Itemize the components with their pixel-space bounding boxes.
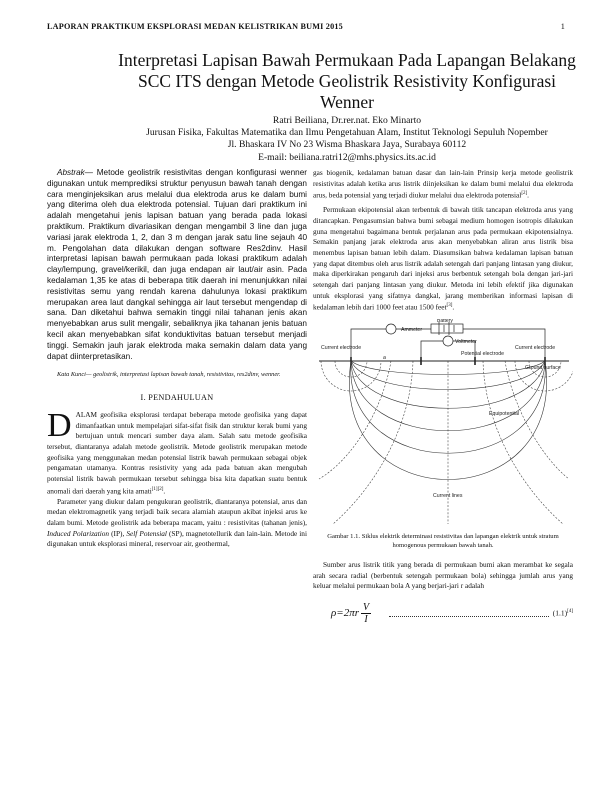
equation-1-1 — [313, 598, 573, 628]
page-number: 1 — [560, 22, 565, 31]
right-column — [313, 168, 573, 628]
intro-p2-start: Parameter yang diukur dalam pengukuran geolistrik, diantaranya potensial, arus dan medan elektromagnetik yang terjadi baik secara alamiah ataupun akibat injeksi arus ke dalam bumi. Metode geolistrik ada beberapa macam, yaitu : resistivitas (tahanan jenis), — [47, 496, 307, 527]
author-block — [112, 115, 582, 164]
keywords-label: Kata Kunci — [57, 371, 86, 379]
equation-denominator: I — [364, 613, 368, 625]
keywords-text: geolistrik, interpretasi lapisan bawah tanah, resistivitas, res2dinv, wenner. — [93, 371, 281, 379]
right-p1-text: gas biogenik, kedalaman batuan dasar dan lain-lain Prinsip kerja metode geolistrik resistivitas adalah ketika arus listrik diinjeksikan ke dalam bumi melalui dua elektroda arus, beda potensial yang terjadi diukur melalui dua elektroda potensial — [313, 168, 573, 200]
section-heading: I. PENDAHULUAN — [140, 393, 214, 403]
citation: [2] — [521, 191, 528, 197]
citation: [3] — [446, 303, 453, 309]
abstract-label: Abstrak — [57, 168, 85, 177]
right-paragraph-2 — [313, 205, 573, 313]
email: E-mail: beiliana.ratri12@mhs.physics.its.ac.id — [258, 151, 436, 163]
current-lines-label: Current lines — [433, 493, 463, 500]
figure-caption: Gambar 1.1. Siklus elektrik determinasi resistivitas dan lapangan elektrik untuk stratum homogenous permukaan bawah tanah. — [327, 533, 559, 550]
ammeter-label: Ammeter — [401, 327, 423, 334]
keywords — [47, 370, 307, 379]
drop-cap: D — [47, 407, 72, 444]
intro-p1-text: ALAM geofisika eksplorasi terdapat beberapa metode geofisika yang dapat dimanfaatkan untuk mempelajari sifat-sifat fisik dan struktur kerak bumi yang bertujuan untuk mencari sumber daya alam. Salah satu metode geofisika tersebut, diantaranya adalah metode geolistrik. Metode geolistrik merupakan metode geofisika yang menggunakan medan potensial listrik bawah permukaan sebagai objek pengamatan utamanya. Kontras resistivity yang ada pada batuan akan mengubah potensial listrik bawah permukaan tersebut sehingga bisa kita dapatkan suatu bentuk anomali dari daerah yang kita amati — [47, 410, 307, 496]
equation-fraction — [361, 602, 371, 625]
equation-formula — [331, 602, 371, 625]
equation-numerator: V — [363, 601, 370, 613]
resistivity-figure — [313, 319, 573, 524]
intro-paragraph-1 — [47, 407, 307, 497]
paper-title: Interpretasi Lapisan Bawah Permukaan Pada Lapangan Belakang SCC ITS dengan Metode Geolistrik Resistivity Konfigurasi Wenner — [118, 50, 576, 112]
ground-surface-label: Ground surface — [525, 365, 561, 372]
equipotential-label: Equipotential — [489, 411, 519, 418]
right-paragraph-3: Sumber arus listrik titik yang berada di permukaan bumi akan merambat ke segala arah secara radial (berbentuk setengah permukaan bola) sehingga jumlah arus yang keluar melalui permukaan bola A yang berjari-jari r adalah — [313, 560, 573, 591]
keywords-dash: — — [85, 371, 94, 379]
running-title: LAPORAN PRAKTIKUM EKSPLORASI MEDAN KELISTRIKAN BUMI 2015 — [47, 22, 343, 31]
potential-electrode-label: Potential electrode — [461, 351, 504, 358]
voltmeter-label: Voltmeter — [455, 339, 477, 346]
intro-p2-end: (SP), magnetotellurik dan lain-lain. Metode ini digunakan untuk eksplorasi mineral, reservoar air, geothermal, — [47, 528, 307, 549]
equation-leader — [389, 610, 549, 617]
right-p1-end: . — [527, 190, 529, 200]
equation-number — [553, 607, 573, 619]
right-p2-end: . — [452, 302, 455, 312]
right-paragraph-1 — [313, 168, 573, 201]
battery-label: Battery — [437, 319, 453, 325]
intro-p1-end: . — [163, 486, 166, 496]
left-column — [47, 168, 307, 550]
author-names: Ratri Beiliana, Dr.rer.nat. Eko Minarto — [272, 115, 422, 126]
intro-paragraph-2 — [47, 497, 307, 550]
current-electrode-left-label: Current electrode — [321, 345, 362, 352]
current-electrode-right-label: Current electrode — [515, 345, 556, 352]
intro-p2-mid: (IP), — [109, 528, 127, 538]
intro-p2-ip: Induced Polarization — [47, 528, 110, 538]
equation-number-text: (1.1) — [552, 608, 568, 618]
citation: [4] — [567, 608, 573, 614]
spacing-label: a — [383, 355, 386, 362]
abstract-dash: — — [84, 168, 97, 177]
equation-lhs: ρ=2πr — [331, 606, 359, 619]
intro-p2-sp: Self Potensial — [126, 528, 167, 538]
address: Jl. Bhaskara IV No 23 Wisma Bhaskara Jaya, Surabaya 60112 — [227, 139, 467, 151]
right-p2-text: Permukaan ekipotensial akan terbentuk di bawah titik tancapan elektroda arus yang ditancapkan. Pengasumsian bahwa bumi sebagai medium homogen isotropis dilakukan guna mengetahui bagaimana bentuk perjalanan arus pada permukaan ekipotensialnya. Semakin panjang jarak elektroda arus akan menyebabkan aliran arus listrik bisa menembus lapisan batuan lebih dalam. Diasumsikan bahwa kedalaman lapisan batuan yang dapat ditembus oleh arus listrik adalah setengah dari panjang lintasan yang diukur, maka diperkirakan pengaruh dari injeksi arus berbentuk setengah bola dengan jari-jari setengah dari panjang lintasan yang diukur. Metoda ini lebih efektif jika digunakan untuk eksplorasi yang sifatnya dangkal, jarang memberikan informasi lapisan di kedalaman lebih dari 1000 feet atau 1500 feet — [313, 205, 573, 312]
citation: [1][2] — [151, 486, 164, 492]
affiliation: Jurusan Fisika, Fakultas Matematika dan Ilmu Pengetahuan Alam, Institut Teknologi Sepuluh Nopember — [146, 127, 548, 139]
abstract-text: Metode geolistrik resistivitas dengan konfigurasi wenner digunakan untuk memprediksi struktur penyusun bawah tanah dengan cara menginjeksikan arus melalui dua elektroda arus ke dalam bumi yang diterima oleh dua elektroda potensial. Tujuan dari praktikum ini adalah mengetahui jenis lapisan batuan yang berada pada lokasi praktikum. Praktikum divariasikan dengan mengambil 3 line dan juga variasi jarak elektroda 1, 2, dan 3 m dengan jarak satu line sejauh 40 m. Pengolahan data dilakukan dengan software Res2dinv. Hasil interpretasi lapisan bawah permukaan pada lokasi praktikum adalah clay/lempung, gravel/kerikil, dan juga endapan air laut/air asin. Pada kedalaman 1,35 ke atas di beberapa titik daerah ini menunjukkan nilai resistivitas semu yang rendah karena dahulunya lokasi praktikum merupakan area laut dangkal sehingga air laut tersebut mengendap di sana. Dan diketahui bahwa semakin tinggi nilai tahanan jenis akan menyebabkan arus sulit mengalir, sebaliknya jika tahanan jenis batuan kecil akan menyebabkan sifat konduktivitas batuan tersebut menjadi tinggi. Semakin jauh jarak elektroda maka semakin dalam data yang dapat diinterpretasikan. — [47, 168, 307, 361]
running-header — [47, 22, 565, 31]
abstract — [47, 168, 307, 362]
